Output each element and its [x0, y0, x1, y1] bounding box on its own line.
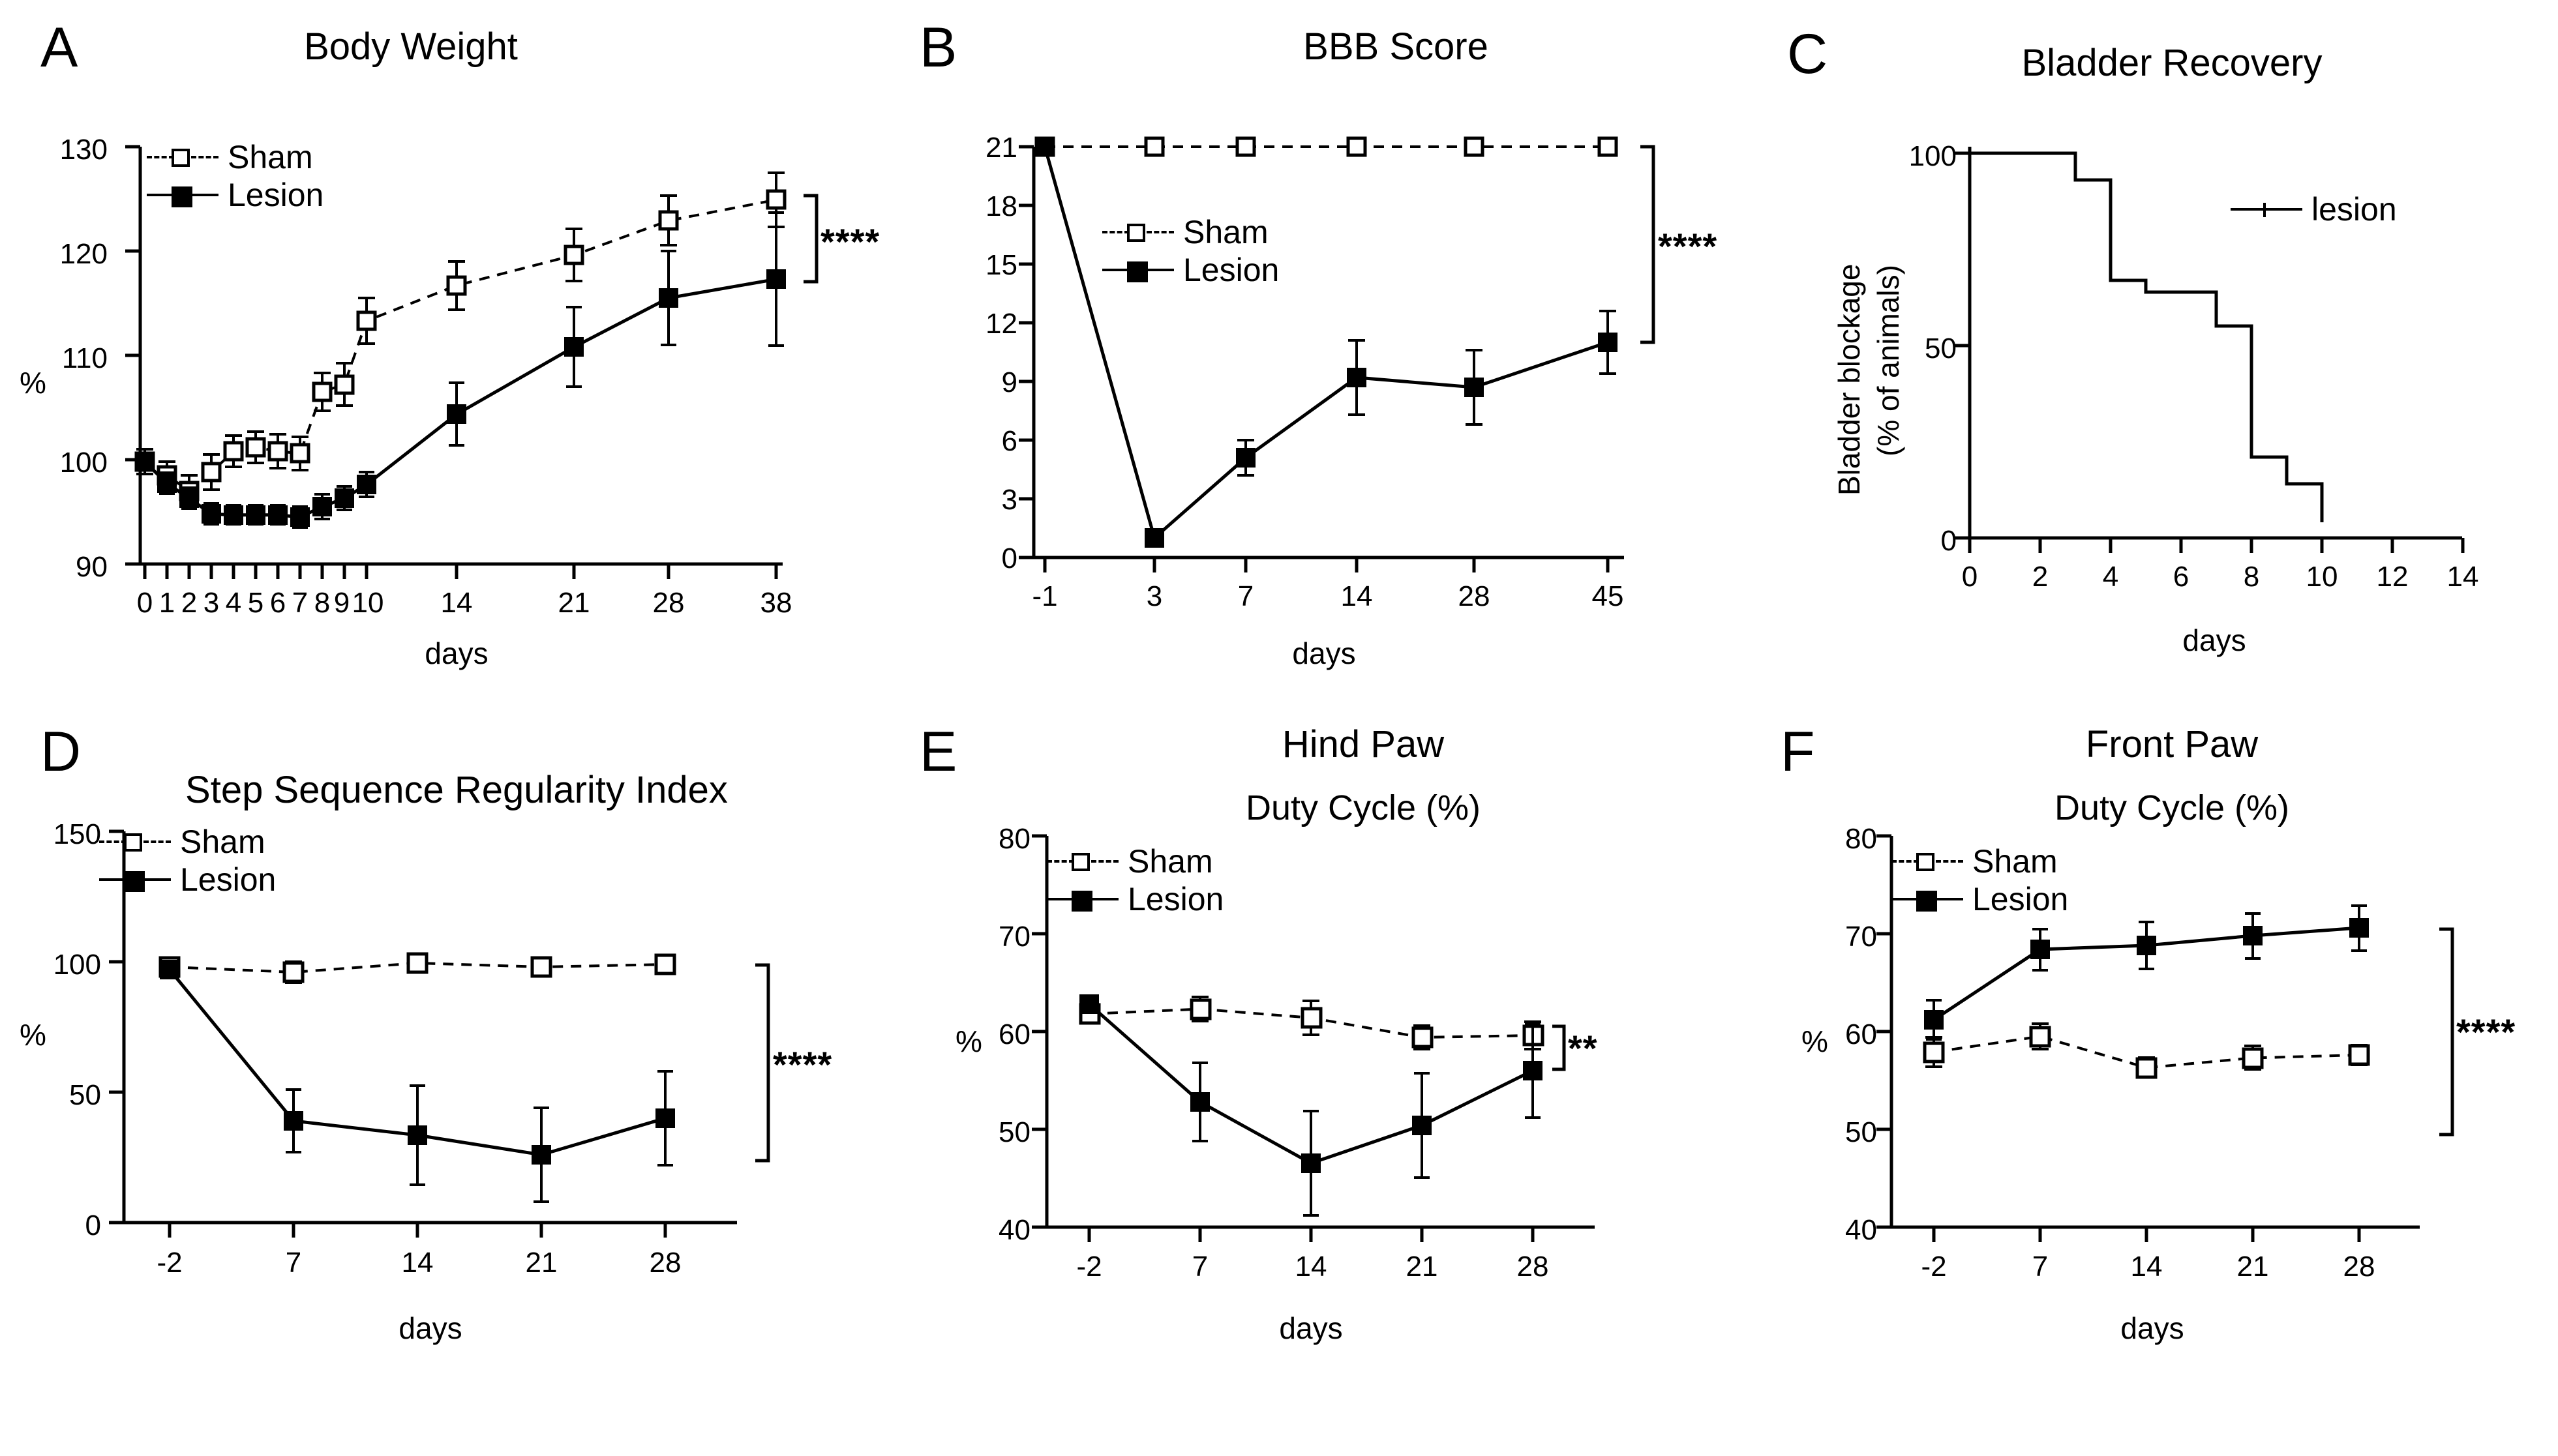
panel-c-y-axis-label-line2: (% of animals) [1871, 265, 1905, 456]
x-tick-label: 12 [2376, 561, 2409, 593]
panel-c [1761, 0, 2558, 691]
y-tick-label: 0 [85, 1210, 101, 1241]
x-tick-label: 28 [649, 1247, 682, 1279]
x-tick-label: 3 [203, 587, 220, 619]
x-tick-label: 28 [652, 587, 685, 619]
y-tick-label: 50 [1925, 333, 1957, 364]
panel-c-title: Bladder Recovery [2021, 42, 2323, 84]
y-tick-label: 70 [999, 921, 1031, 953]
panel-f-title: Front Paw [2085, 723, 2259, 765]
x-tick-label: 14 [2130, 1251, 2163, 1283]
x-tick-label: 14 [1340, 580, 1373, 612]
x-tick-label: 4 [225, 587, 242, 619]
y-tick-label: 90 [76, 551, 108, 583]
panel-d-y-axis-label: % [20, 1018, 46, 1052]
panel-d-title: Step Sequence Regularity Index [185, 769, 728, 811]
panel-a-letter: A [40, 16, 78, 79]
legend-label-sham: Sham [228, 139, 313, 175]
x-tick-label: 0 [136, 587, 153, 619]
panel-c-letter: C [1787, 23, 1828, 85]
x-tick-label: 8 [2243, 561, 2260, 593]
x-tick-label: 7 [292, 587, 308, 619]
x-tick-label: 28 [1516, 1251, 1549, 1283]
y-tick-label: 80 [999, 823, 1031, 855]
panel-e-letter: E [920, 721, 957, 783]
x-tick-label: 3 [1146, 580, 1163, 612]
legend-label-sham: Sham [1183, 214, 1269, 250]
x-tick-label: 14 [1295, 1251, 1327, 1283]
x-tick-label: 21 [525, 1247, 558, 1279]
x-tick-label: 10 [352, 587, 384, 619]
panel-e-title: Hind Paw [1282, 723, 1445, 765]
y-tick-label: 120 [59, 238, 108, 270]
panel-f-x-axis-label: days [2120, 1311, 2184, 1345]
x-tick-label: 2 [181, 587, 198, 619]
x-tick-label: 45 [1591, 580, 1624, 612]
panel-b-title: BBB Score [1303, 25, 1488, 68]
legend-label-lesion: Lesion [180, 861, 277, 898]
y-tick-label: 60 [999, 1018, 1031, 1050]
x-tick-label: 2 [2032, 561, 2049, 593]
y-tick-label: 6 [1001, 425, 1017, 457]
panel-c-y-axis-label-line1: Bladder blockage [1832, 263, 1866, 496]
x-tick-label: 6 [2173, 561, 2189, 593]
legend-label-lesion: Lesion [228, 177, 324, 213]
x-tick-label: 7 [1192, 1251, 1209, 1283]
y-tick-label: 40 [1845, 1214, 1877, 1246]
panel-a-y-axis-label: % [20, 366, 46, 400]
x-tick-label: -2 [1076, 1251, 1102, 1283]
x-tick-label: 6 [269, 587, 286, 619]
panel-a-title: Body Weight [304, 25, 518, 68]
y-tick-label: 12 [986, 308, 1017, 340]
panel-e [900, 704, 1761, 1456]
x-tick-label: 28 [2343, 1251, 2375, 1283]
panel-b [900, 0, 1761, 691]
x-tick-label: 38 [760, 587, 792, 619]
panel-a-significance: **** [820, 221, 880, 262]
x-tick-label: 21 [558, 587, 590, 619]
x-tick-label: 8 [314, 587, 331, 619]
x-tick-label: 7 [1237, 580, 1254, 612]
panel-f-subtitle: Duty Cycle (%) [2054, 788, 2290, 827]
y-tick-label: 130 [59, 134, 108, 166]
y-tick-label: 100 [1908, 140, 1957, 172]
x-tick-label: 10 [2306, 561, 2338, 593]
x-tick-label: 7 [2032, 1251, 2049, 1283]
y-tick-label: 18 [986, 190, 1017, 222]
y-tick-label: 0 [1001, 542, 1017, 574]
legend-label-lesion: lesion [2311, 191, 2397, 228]
panel-b-x-axis-label: days [1292, 636, 1356, 670]
y-tick-label: 0 [1940, 525, 1957, 557]
x-tick-label: 5 [247, 587, 264, 619]
y-tick-label: 15 [986, 249, 1017, 281]
y-tick-label: 50 [1845, 1116, 1877, 1148]
panel-e-y-axis-label: % [955, 1024, 982, 1058]
panel-d-significance: **** [773, 1044, 833, 1085]
panel-d-x-axis-label: days [399, 1311, 462, 1345]
y-tick-label: 9 [1001, 366, 1017, 398]
panel-d-letter: D [40, 721, 82, 783]
y-tick-label: 60 [1845, 1018, 1877, 1050]
x-tick-label: -2 [157, 1247, 183, 1279]
legend-label-sham: Sham [1972, 843, 2058, 880]
y-tick-label: 70 [1845, 921, 1877, 953]
legend-label-lesion: Lesion [1128, 881, 1224, 917]
panel-a [0, 0, 900, 691]
x-tick-label: 4 [2102, 561, 2119, 593]
panel-a-x-axis-label: days [425, 636, 489, 670]
x-tick-label: -2 [1921, 1251, 1947, 1283]
x-tick-label: 28 [1458, 580, 1490, 612]
x-tick-label: 21 [2236, 1251, 2269, 1283]
y-tick-label: 100 [53, 949, 101, 981]
x-tick-label: 9 [333, 587, 350, 619]
panel-f [1761, 704, 2558, 1456]
panel-f-y-axis-label: % [1801, 1024, 1828, 1058]
x-tick-label: 1 [158, 587, 175, 619]
panel-e-significance: ** [1568, 1028, 1598, 1069]
y-tick-label: 40 [999, 1214, 1031, 1246]
panel-e-subtitle: Duty Cycle (%) [1245, 788, 1481, 827]
y-tick-label: 100 [59, 447, 108, 479]
x-tick-label: -1 [1032, 580, 1058, 612]
x-tick-label: 21 [1406, 1251, 1438, 1283]
y-tick-label: 110 [61, 342, 108, 374]
x-tick-label: 14 [401, 1247, 434, 1279]
y-tick-label: 3 [1001, 484, 1017, 516]
y-tick-label: 80 [1845, 823, 1877, 855]
panel-b-letter: B [920, 16, 957, 79]
x-tick-label: 14 [2446, 561, 2479, 593]
panel-f-significance: **** [2456, 1011, 2516, 1052]
panel-e-x-axis-label: days [1279, 1311, 1343, 1345]
y-tick-label: 50 [999, 1116, 1031, 1148]
panel-d [0, 704, 900, 1456]
legend-label-sham: Sham [1128, 843, 1213, 880]
x-tick-label: 14 [440, 587, 473, 619]
legend-label-lesion: Lesion [1972, 881, 2069, 917]
x-tick-label: 0 [1961, 561, 1978, 593]
panel-b-significance: **** [1658, 226, 1718, 267]
y-tick-label: 21 [986, 132, 1017, 164]
legend-label-sham: Sham [180, 824, 265, 860]
legend-label-lesion: Lesion [1183, 252, 1280, 288]
y-tick-label: 150 [53, 818, 101, 850]
y-tick-label: 50 [69, 1079, 101, 1111]
panel-f-letter: F [1781, 721, 1815, 783]
x-tick-label: 7 [285, 1247, 302, 1279]
panel-c-x-axis-label: days [2182, 623, 2246, 657]
